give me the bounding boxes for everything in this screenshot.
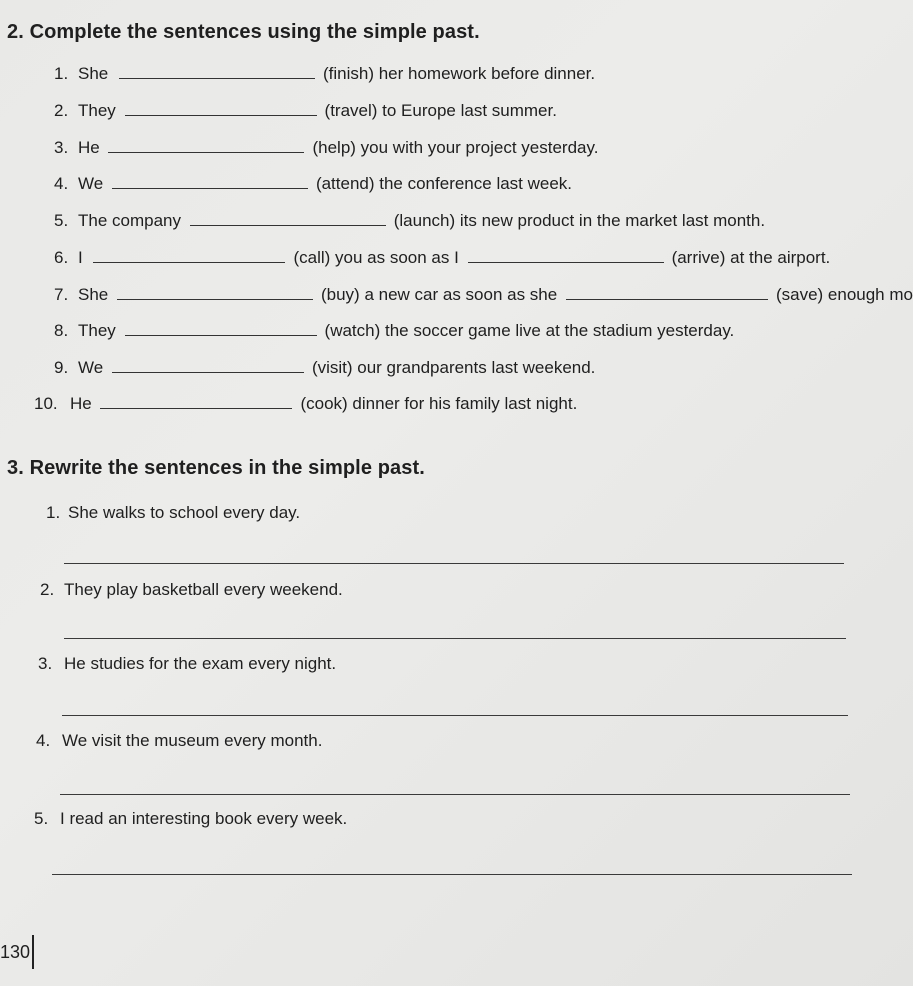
item-subject: We (78, 174, 104, 193)
item-number: 10. (34, 394, 58, 413)
item-sentence: He studies for the exam every night. (64, 654, 337, 673)
answer-line[interactable] (62, 715, 848, 716)
section-2-heading (7, 21, 480, 44)
exercise-2-item-4 (54, 174, 572, 194)
exercise-2-item-5 (54, 211, 765, 231)
page-number-divider (32, 935, 34, 969)
item-prompt: (visit) our grandparents last weekend. (311, 358, 596, 377)
exercise-2-item-7 (54, 285, 913, 305)
exercise-2-item-3 (54, 138, 598, 158)
exercise-3-item-3 (38, 654, 336, 674)
answer-blank[interactable] (125, 321, 317, 336)
answer-blank[interactable] (93, 248, 285, 263)
item-number: 4. (36, 731, 51, 750)
item-subject: They (78, 321, 116, 340)
exercise-3-item-1 (46, 503, 300, 523)
section-3-title: Rewrite the sentences in the simple past. (29, 457, 425, 479)
item-prompt: (call) you as soon as I (293, 248, 459, 267)
answer-blank[interactable] (190, 211, 386, 226)
item-number: 6. (54, 248, 69, 267)
exercise-2-item-9 (54, 358, 595, 378)
item-prompt-2: (arrive) at the airport. (671, 248, 831, 267)
item-number: 2. (54, 101, 69, 120)
section-2-number: 2. (7, 21, 24, 43)
item-number: 3. (38, 654, 53, 673)
item-subject: He (70, 394, 92, 413)
item-subject: They (78, 101, 116, 120)
item-subject: The company (78, 211, 181, 230)
item-prompt: (finish) her homework before dinner. (322, 64, 596, 83)
answer-line[interactable] (60, 794, 850, 795)
item-prompt-2: (save) enough mo (775, 285, 913, 304)
exercise-2-item-1 (54, 64, 595, 84)
item-subject: She (78, 285, 109, 304)
exercise-2-item-6 (54, 248, 830, 268)
item-sentence: We visit the museum every month. (62, 731, 323, 750)
item-sentence: They play basketball every weekend. (64, 580, 343, 599)
section-3-number: 3. (7, 457, 24, 479)
item-sentence: She walks to school every day. (68, 503, 301, 522)
item-prompt: (travel) to Europe last summer. (324, 101, 557, 120)
answer-blank[interactable] (100, 394, 292, 409)
item-number: 8. (54, 321, 69, 340)
answer-blank[interactable] (119, 64, 315, 79)
item-subject: We (78, 358, 104, 377)
item-number: 1. (46, 503, 61, 522)
item-subject: He (78, 138, 100, 157)
exercise-3-item-4 (36, 731, 322, 751)
answer-blank-2[interactable] (468, 248, 664, 263)
item-prompt: (launch) its new product in the market last month. (393, 211, 766, 230)
answer-line[interactable] (64, 638, 846, 639)
item-number: 1. (54, 64, 69, 83)
answer-line[interactable] (64, 563, 844, 564)
item-number: 4. (54, 174, 69, 193)
item-sentence: I read an interesting book every week. (60, 809, 348, 828)
exercise-3-item-5 (34, 809, 347, 829)
exercise-2-item-2 (54, 101, 557, 121)
exercise-3-item-2 (40, 580, 343, 600)
exercise-2-item-8 (54, 321, 734, 341)
section-3-heading (7, 457, 425, 480)
answer-line[interactable] (52, 874, 852, 875)
answer-blank[interactable] (112, 174, 308, 189)
exercise-2-item-10 (34, 394, 577, 414)
item-prompt: (cook) dinner for his family last night. (300, 394, 578, 413)
answer-blank[interactable] (125, 101, 317, 116)
item-prompt: (help) you with your project yesterday. (312, 138, 599, 157)
item-number: 3. (54, 138, 69, 157)
item-number: 5. (54, 211, 69, 230)
answer-blank[interactable] (108, 138, 304, 153)
item-prompt: (attend) the conference last week. (315, 174, 573, 193)
item-prompt: (watch) the soccer game live at the stadium yesterday. (324, 321, 735, 340)
item-number: 2. (40, 580, 55, 599)
answer-blank[interactable] (112, 358, 304, 373)
section-2-title: Complete the sentences using the simple past. (29, 21, 480, 43)
answer-blank-2[interactable] (566, 285, 768, 300)
item-subject: I (78, 248, 83, 267)
item-prompt: (buy) a new car as soon as she (320, 285, 558, 304)
item-subject: She (78, 64, 109, 83)
item-number: 5. (34, 809, 49, 828)
item-number: 9. (54, 358, 69, 377)
page-number: 130 (0, 942, 31, 962)
item-number: 7. (54, 285, 69, 304)
answer-blank[interactable] (117, 285, 313, 300)
